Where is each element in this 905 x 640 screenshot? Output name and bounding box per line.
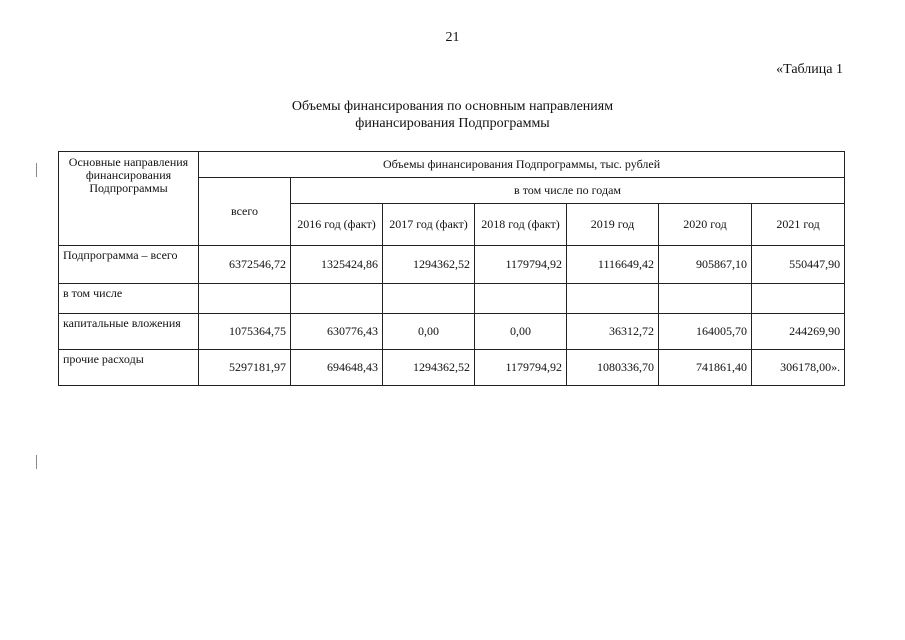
table-row <box>59 284 845 314</box>
table-row <box>59 314 845 350</box>
cell-value: 36312,72 <box>567 314 659 350</box>
scan-mark <box>36 163 37 177</box>
cell-value: 1325424,86 <box>291 246 383 284</box>
financing-table <box>58 151 845 386</box>
cell-value <box>383 284 475 314</box>
row-label: капитальные вложения <box>59 314 199 350</box>
row-label: в том числе <box>59 284 199 314</box>
cell-value: 1179794,92 <box>475 246 567 284</box>
header-year: 2018 год (факт) <box>475 204 567 246</box>
cell-value: 1294362,52 <box>383 246 475 284</box>
cell-total: 5297181,97 <box>199 350 291 386</box>
cell-value: 1116649,42 <box>567 246 659 284</box>
cell-value <box>752 284 845 314</box>
cell-total <box>199 284 291 314</box>
cell-value: 306178,00». <box>752 350 845 386</box>
cell-value <box>659 284 752 314</box>
cell-total: 1075364,75 <box>199 314 291 350</box>
scan-mark <box>36 455 37 469</box>
cell-value <box>567 284 659 314</box>
header-total: всего <box>199 178 291 246</box>
header-by-years: в том числе по годам <box>291 178 845 204</box>
table-caption: «Таблица 1 <box>776 62 843 77</box>
cell-value: 0,00 <box>383 314 475 350</box>
cell-value: 1294362,52 <box>383 350 475 386</box>
row-label: Подпрограмма – всего <box>59 246 199 284</box>
table-row <box>59 350 845 386</box>
header-year: 2016 год (факт) <box>291 204 383 246</box>
cell-value: 1080336,70 <box>567 350 659 386</box>
cell-value <box>475 284 567 314</box>
title-line-2: финансирования Подпрограммы <box>355 116 550 131</box>
cell-value: 244269,90 <box>752 314 845 350</box>
cell-value: 164005,70 <box>659 314 752 350</box>
cell-value <box>291 284 383 314</box>
document-title <box>0 98 905 132</box>
cell-value: 1179794,92 <box>475 350 567 386</box>
header-volumes: Объемы финансирования Подпрограммы, тыс. рублей <box>199 152 845 178</box>
header-year: 2020 год <box>659 204 752 246</box>
table-row <box>59 246 845 284</box>
cell-value: 905867,10 <box>659 246 752 284</box>
cell-value: 694648,43 <box>291 350 383 386</box>
header-year: 2021 год <box>752 204 845 246</box>
page-number: 21 <box>445 30 460 45</box>
cell-value: 741861,40 <box>659 350 752 386</box>
cell-value: 550447,90 <box>752 246 845 284</box>
header-directions: Основные направления финансирования Подпрограммы <box>59 152 199 246</box>
header-year: 2017 год (факт) <box>383 204 475 246</box>
row-label: прочие расходы <box>59 350 199 386</box>
cell-value: 630776,43 <box>291 314 383 350</box>
header-year: 2019 год <box>567 204 659 246</box>
cell-value: 0,00 <box>475 314 567 350</box>
title-line-1: Объемы финансирования по основным направлениям <box>291 99 614 114</box>
cell-total: 6372546,72 <box>199 246 291 284</box>
